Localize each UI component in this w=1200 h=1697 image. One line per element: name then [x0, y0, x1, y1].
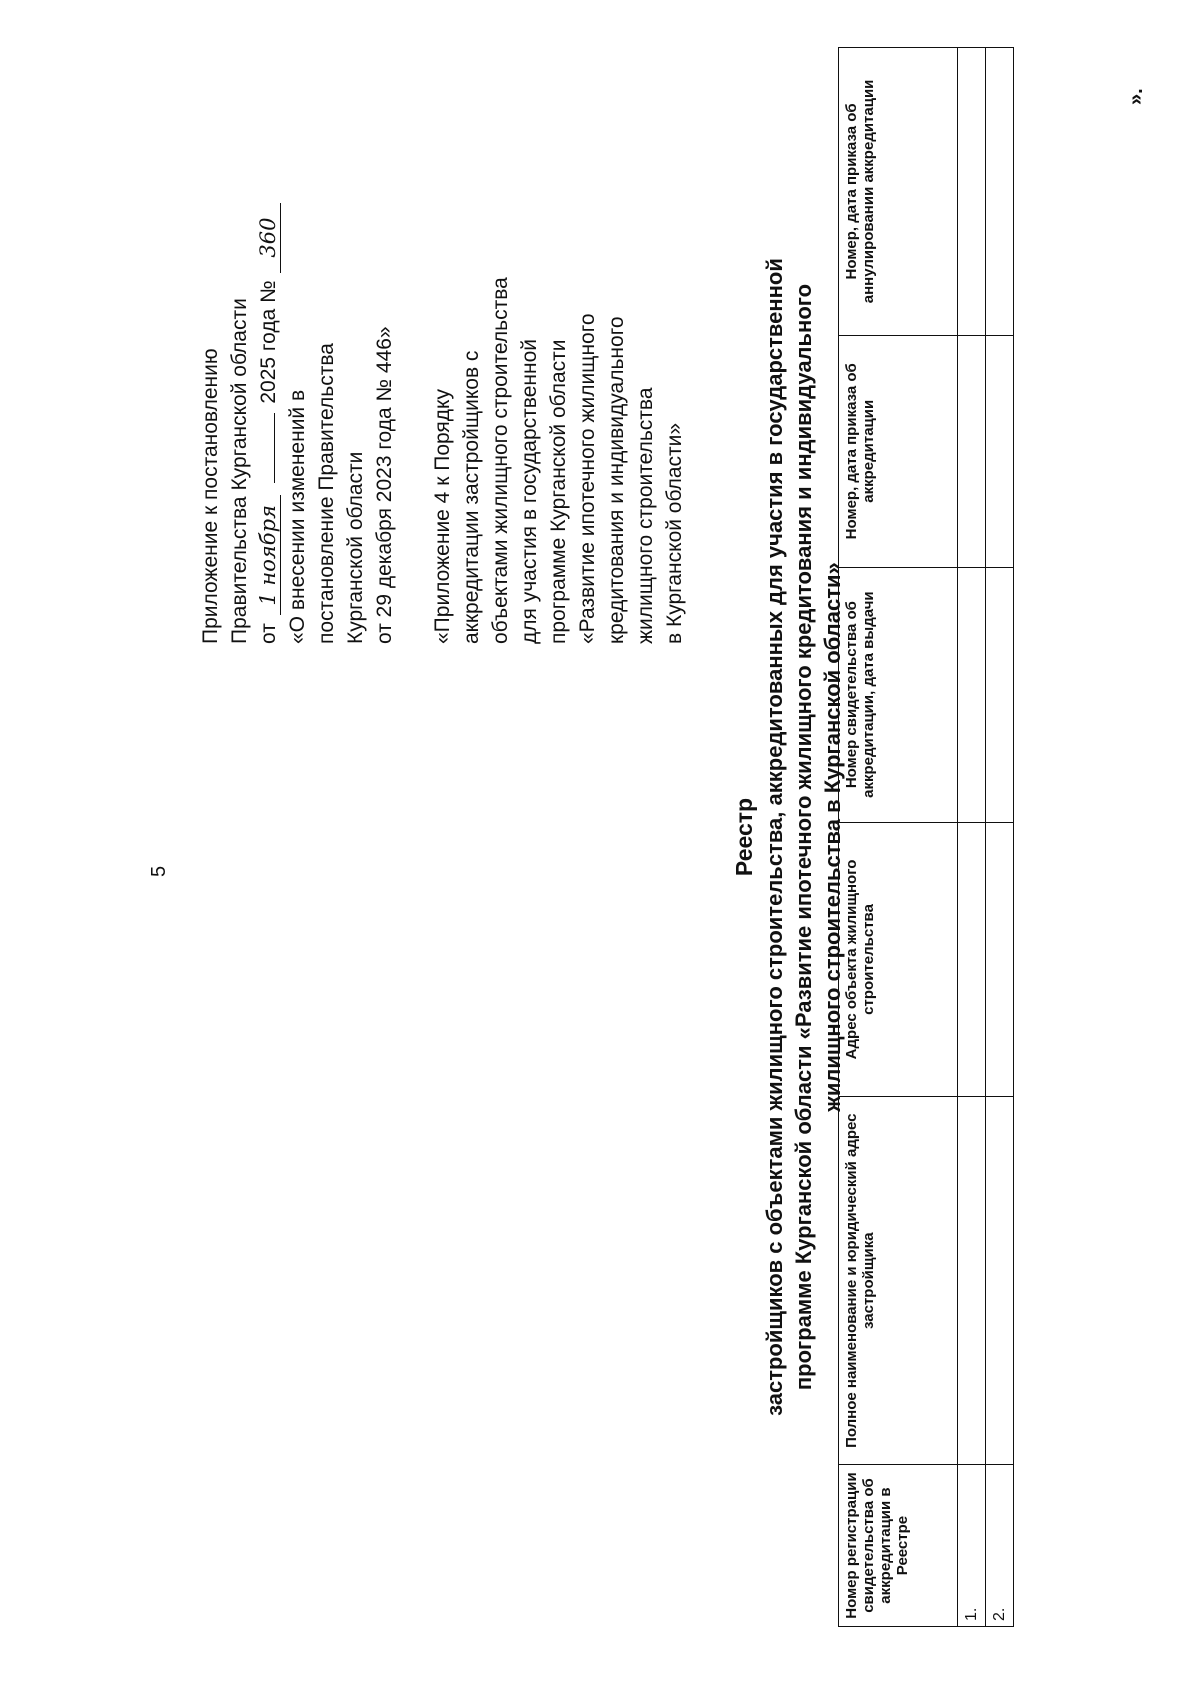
table-cell	[958, 1097, 986, 1465]
table-cell	[986, 48, 1014, 336]
table-row	[958, 48, 986, 1627]
appendix-line-4: «О внесении изменений в	[286, 389, 309, 644]
appendix-header	[196, 84, 689, 644]
title-line-3: жилищного строительства в Курганской области»	[820, 562, 845, 1112]
table-cell	[986, 335, 1014, 567]
registry-title	[730, 37, 847, 1637]
appendix-line-1: Приложение к постановлению	[199, 348, 222, 644]
table-header-row	[839, 48, 958, 1627]
title-line-1: застройщиков с объектами жилищного строительства, аккредитованных для участия в государственной	[762, 258, 787, 1416]
order-line: объектами жилищного строительства	[489, 277, 512, 644]
order-line: для участия в государственной	[518, 339, 541, 644]
handwritten-number: 360	[256, 203, 281, 273]
title-main: Реестр	[731, 797, 757, 877]
date-prefix: от	[257, 623, 280, 644]
table-row	[986, 48, 1014, 1627]
handwritten-date: 1 ноября	[256, 495, 281, 615]
order-line: программе Курганской области	[547, 339, 570, 644]
appendix-line-7: от 29 декабря 2023 года № 446»	[373, 326, 396, 644]
order-line: «Приложение 4 к Порядку	[431, 389, 454, 644]
table-cell	[958, 48, 986, 336]
page-number: 5	[148, 865, 170, 877]
table-cell	[958, 567, 986, 822]
registry-table	[838, 47, 1014, 1627]
header-accreditation-order: Номер, дата приказа об аккредитации	[839, 335, 958, 567]
table-cell: 2.	[986, 1465, 1014, 1627]
order-line: аккредитации застройщиков с	[460, 350, 483, 644]
header-object-address: Адрес объекта жилищного строительства	[839, 822, 958, 1097]
appendix-line-2: Правительства Курганской области	[228, 298, 251, 644]
date-blank-line	[274, 413, 275, 483]
table-cell: 1.	[958, 1465, 986, 1627]
appendix-line-5: постановление Правительства	[315, 343, 338, 644]
header-developer-name: Полное наименование и юридический адрес застройщика	[839, 1097, 958, 1465]
order-appendix-block	[428, 84, 689, 644]
order-line: кредитования и индивидуального	[605, 316, 628, 644]
order-line: «Развитие ипотечного жилищного	[576, 313, 599, 644]
table-cell	[958, 822, 986, 1097]
appendix-date-line	[254, 84, 283, 644]
order-line: жилищного строительства	[634, 387, 657, 644]
order-line: в Курганской области»	[663, 422, 686, 644]
title-line-2: программе Курганской области «Развитие ипотечного жилищного кредитования и индивидуального	[791, 283, 816, 1391]
table-cell	[958, 335, 986, 567]
header-annulment-order: Номер, дата приказа об аннулировании аккредитации	[839, 48, 958, 336]
date-year: 2025 года №	[257, 280, 280, 404]
table-cell	[986, 822, 1014, 1097]
table-cell	[986, 1097, 1014, 1465]
table-cell	[986, 567, 1014, 822]
header-registration-number: Номер регистрации свидетельства об аккредитации в Реестре	[839, 1465, 958, 1627]
closing-quote: ».	[1125, 88, 1147, 105]
appendix-line-6: Курганской области	[344, 451, 367, 644]
header-certificate-number: Номер свидетельства об аккредитации, дата выдачи	[839, 567, 958, 822]
